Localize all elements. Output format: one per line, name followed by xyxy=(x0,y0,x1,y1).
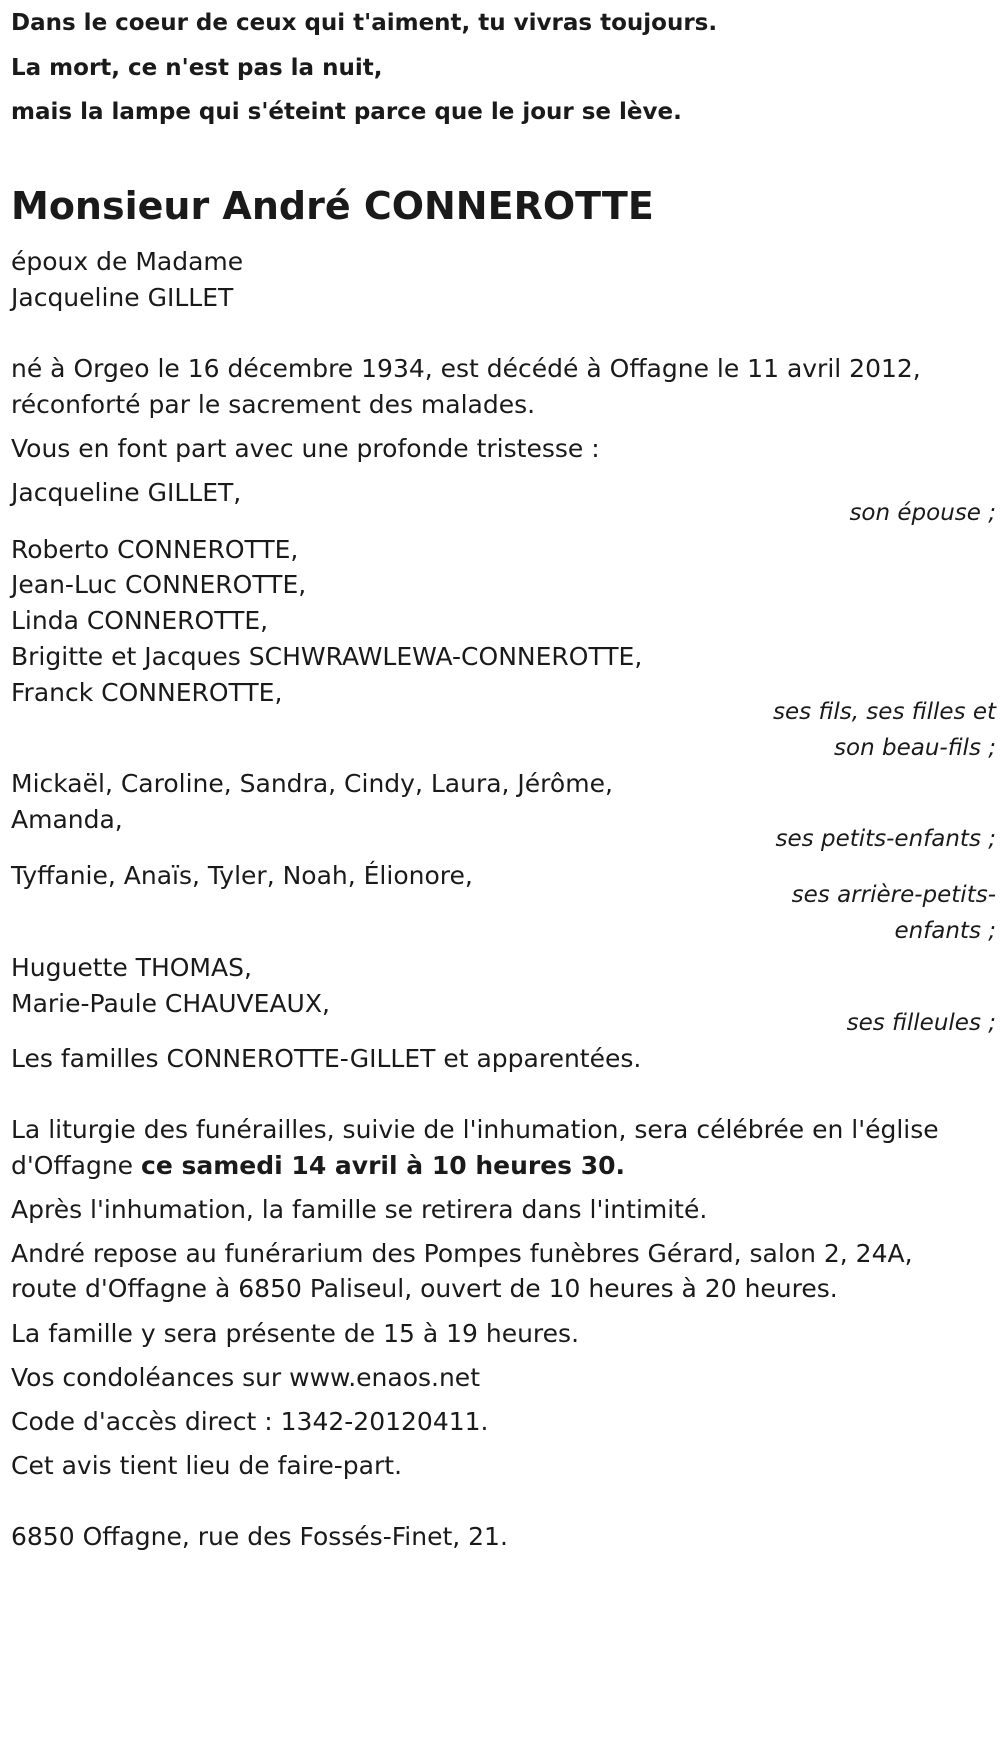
announcement: Vous en font part avec une profonde tristesse : xyxy=(11,434,600,463)
spouse-line-1: époux de Madame xyxy=(11,247,244,276)
family-relation: ses arrière-petits- xyxy=(791,882,996,908)
quote-line-1: Dans le coeur de ceux qui t'aiment, tu vivras toujours. xyxy=(11,10,718,36)
family-presence: La famille y sera présente de 15 à 19 heures. xyxy=(11,1319,580,1348)
family-name: Mickaël, Caroline, Sandra, Cindy, Laura, Jérôme, xyxy=(11,769,613,798)
funeral-date: ce samedi 14 avril à 10 heures 30. xyxy=(141,1151,626,1180)
family-name: Roberto CONNEROTTE, xyxy=(11,535,299,564)
family-relation: ses filleules ; xyxy=(846,1010,996,1036)
funerarium-line-1: André repose au funérarium des Pompes funèbres Gérard, salon 2, 24A, xyxy=(11,1239,913,1268)
family-relation: ses petits-enfants ; xyxy=(775,826,996,852)
family-name: Huguette THOMAS, xyxy=(11,953,252,982)
families-line: Les familles CONNEROTTE-GILLET et apparentées. xyxy=(11,1044,642,1073)
spouse-line-2: Jacqueline GILLET xyxy=(11,283,234,312)
family-name: Jean-Luc CONNEROTTE, xyxy=(11,570,307,599)
deceased-name: Monsieur André CONNEROTTE xyxy=(11,184,654,228)
family-relation: enfants ; xyxy=(894,918,996,944)
funerarium-line-2: route d'Offagne à 6850 Paliseul, ouvert de 10 heures à 20 heures. xyxy=(11,1274,838,1303)
quote-line-2: La mort, ce n'est pas la nuit, xyxy=(11,55,383,81)
birth-death-line-2: réconforté par le sacrement des malades. xyxy=(11,390,536,419)
funeral-place: d'Offagne xyxy=(11,1151,142,1180)
access-code: Code d'accès direct : 1342-20120411. xyxy=(11,1407,489,1436)
birth-death-line-1: né à Orgeo le 16 décembre 1934, est décédé à Offagne le 11 avril 2012, xyxy=(11,354,921,383)
family-name: Jacqueline GILLET, xyxy=(11,478,242,507)
family-name: Franck CONNEROTTE, xyxy=(11,678,283,707)
family-name: Amanda, xyxy=(11,805,123,834)
notice: Cet avis tient lieu de faire-part. xyxy=(11,1451,403,1480)
address: 6850 Offagne, rue des Fossés-Finet, 21. xyxy=(11,1522,508,1551)
family-name: Linda CONNEROTTE, xyxy=(11,606,269,635)
family-relation: son beau-fils ; xyxy=(834,735,996,761)
family-name: Marie-Paule CHAUVEAUX, xyxy=(11,989,330,1018)
family-name: Tyffanie, Anaïs, Tyler, Noah, Élionore, xyxy=(11,861,473,890)
family-name: Brigitte et Jacques SCHWRAWLEWA-CONNEROTTE, xyxy=(11,642,643,671)
condolences: Vos condoléances sur www.enaos.net xyxy=(11,1363,480,1392)
funeral-line-1: La liturgie des funérailles, suivie de l'inhumation, sera célébrée en l'église xyxy=(11,1115,939,1144)
family-relation: son épouse ; xyxy=(849,500,996,526)
funeral-line-2 xyxy=(11,1153,625,1178)
family-relation: ses fils, ses filles et xyxy=(773,699,996,725)
after-burial: Après l'inhumation, la famille se retirera dans l'intimité. xyxy=(11,1195,708,1224)
quote-line-3: mais la lampe qui s'éteint parce que le jour se lève. xyxy=(11,99,682,125)
